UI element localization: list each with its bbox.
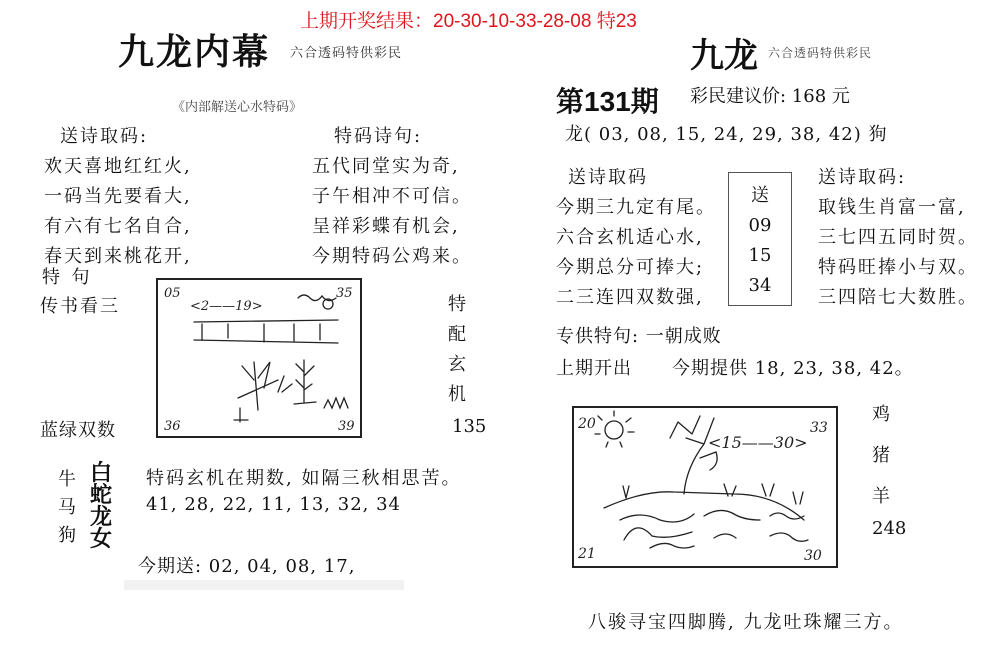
poem-heading: 送诗取码:: [818, 167, 907, 188]
poem-line: 特码旺捧小与双。: [818, 257, 978, 278]
side-char: 玄: [448, 354, 466, 375]
special-phrase-label: 特 句: [42, 267, 90, 288]
side-char: 特: [448, 294, 466, 315]
last-result-banner: 上期开奖结果：20-30-10-33-28-08 特23: [300, 11, 637, 32]
special-phrase: 传书看三: [40, 296, 120, 317]
zodiac-char: 羊: [872, 486, 890, 507]
poem-line: 呈祥彩蝶有机会,: [312, 216, 460, 237]
right-sketch-illustration: [574, 408, 836, 566]
poem-line: 二三连四双数强,: [556, 287, 704, 308]
left-subtitle: 六合透码特供彩民: [290, 46, 403, 61]
zodiac-char: 蛇: [90, 482, 113, 508]
poem-heading: 特码诗句:: [334, 126, 423, 147]
poem-line: 春天到来桃花开,: [44, 246, 192, 267]
range-annotation: <2——19>: [190, 299, 263, 314]
corner-number-tl: 05: [164, 286, 181, 301]
zodiac-char: 马: [58, 497, 76, 518]
poem-line: 取钱生肖富一富,: [818, 197, 966, 218]
zodiac-small-column: [58, 466, 76, 550]
poem-line: 子午相冲不可信。: [312, 186, 472, 207]
zodiac-char: 牛: [58, 469, 76, 490]
poem-line: 五代同堂实为奇,: [312, 156, 460, 177]
right-title: 九龙: [690, 36, 758, 76]
send-number: 34: [748, 275, 772, 296]
send-number-box: [728, 172, 792, 306]
corner-number-tl: 20: [578, 416, 596, 432]
poem-heading: 送诗取码:: [60, 126, 149, 147]
corner-number-tr: 33: [810, 420, 828, 436]
faded-text-remnant: [124, 580, 404, 590]
riddle-text: 特码玄机在期数, 如隔三秋相思苦。: [146, 468, 462, 489]
right-drawing-frame: [572, 406, 838, 568]
send-label: 送: [751, 185, 769, 206]
send-number: 09: [748, 215, 772, 236]
corner-number-tr: 35: [336, 286, 353, 301]
last-open-label: 上期开出: [556, 358, 632, 379]
riddle-numbers: 41, 28, 22, 11, 13, 32, 34: [146, 494, 401, 515]
poem-line: 有六有七名自合,: [44, 216, 192, 237]
corner-number-br: 30: [804, 548, 822, 564]
poem-line: 六合玄机适心水,: [556, 227, 704, 248]
right-subtitle: 六合透码特供彩民: [768, 46, 873, 60]
left-side-number: 135: [452, 416, 487, 437]
poem-line: 今期特码公鸡来。: [312, 246, 472, 267]
poem-heading: 送诗取码: [568, 167, 648, 188]
left-poem-special: [312, 122, 472, 272]
right-side-number: 248: [872, 518, 907, 539]
side-char: 配: [448, 324, 466, 345]
send-number: 15: [748, 245, 772, 266]
right-poem-send: [556, 163, 716, 313]
zodiac-char: 鸡: [872, 404, 890, 425]
poem-line: 三四陪七大数胜。: [818, 287, 978, 308]
corner-number-bl: 36: [164, 419, 181, 434]
suggested-price: 彩民建议价: 168 元: [690, 86, 850, 107]
zodiac-big-column: [90, 462, 112, 550]
issue-number: 第131期: [556, 86, 659, 117]
zodiac-char: 龙: [90, 504, 113, 530]
exclusive-phrase: 专供特句: 一朝成败: [556, 326, 722, 347]
left-inner-title: 《内部解送心水特码》: [172, 100, 303, 115]
poem-line: 一码当先要看大,: [44, 186, 192, 207]
left-drawing-frame: [156, 278, 362, 438]
zodiac-char: 女: [90, 526, 113, 552]
left-title: 九龙内幕: [118, 31, 271, 73]
left-poem-send: [44, 122, 192, 272]
zodiac-char: 白: [90, 460, 113, 486]
side-vertical-hint: [448, 290, 466, 410]
poem-line: 今期三九定有尾。: [556, 197, 716, 218]
poem-line: 今期总分可捧大;: [556, 257, 705, 278]
poem-line: 三七四五同时贺。: [818, 227, 978, 248]
send-numbers: 今期送: 02, 04, 08, 17,: [138, 556, 356, 577]
poem-line: 欢天喜地红红火,: [44, 156, 192, 177]
range-annotation: <15——30>: [708, 433, 808, 452]
left-sketch-illustration: [158, 280, 360, 436]
corner-number-bl: 21: [578, 546, 596, 562]
right-poem-zodiac: [818, 163, 978, 313]
side-char: 机: [448, 384, 466, 405]
color-hint: 蓝绿双数: [40, 420, 116, 441]
provided-numbers: 今期提供 18, 23, 38, 42。: [672, 358, 914, 379]
right-side-zodiac: [872, 394, 890, 517]
zodiac-char: 狗: [58, 525, 76, 546]
dragon-dog-numbers: 龙( 03, 08, 15, 24, 29, 38, 42) 狗: [565, 124, 888, 145]
zodiac-char: 猪: [872, 445, 890, 466]
footer-verse: 八骏寻宝四脚腾, 九龙吐珠耀三方。: [588, 612, 904, 633]
corner-number-br: 39: [338, 419, 355, 434]
